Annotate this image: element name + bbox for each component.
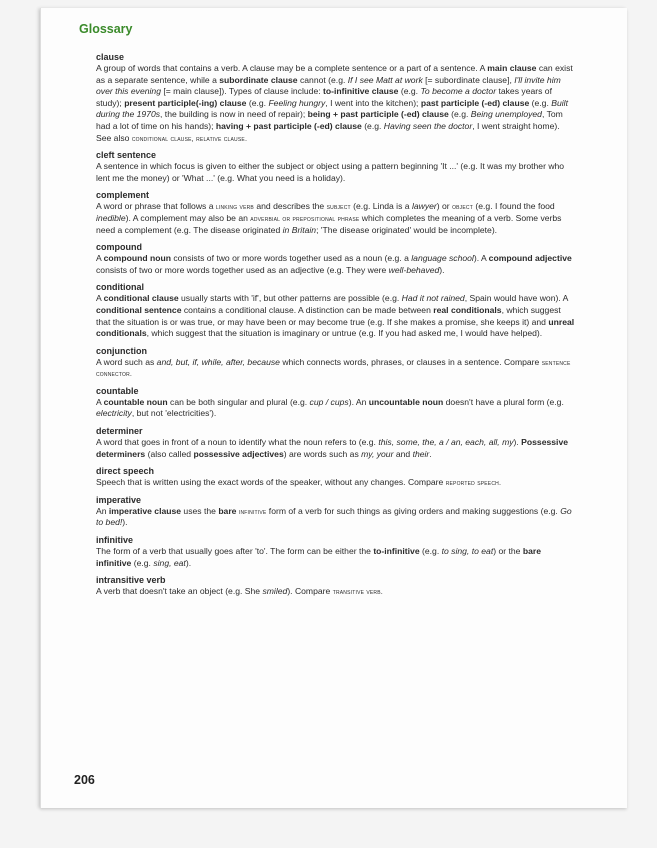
definition-segment: ). A complement may also be an xyxy=(125,212,251,223)
glossary-term: cleft sentence xyxy=(96,150,157,161)
page-number: 206 xyxy=(74,773,95,787)
definition-segment: ). xyxy=(122,517,128,528)
glossary-definition xyxy=(96,357,576,380)
glossary-entry xyxy=(96,346,576,380)
glossary-term: imperative xyxy=(96,494,142,505)
definition-segment: well-behaved xyxy=(388,264,440,275)
definition-segment: ) or xyxy=(436,201,453,212)
glossary-term: complement xyxy=(96,190,150,201)
definition-segment: reported speech. xyxy=(445,478,502,488)
definition-segment: subject xyxy=(326,202,351,212)
definition-segment: to-infinitive xyxy=(373,546,420,557)
definition-segment: (e.g. xyxy=(529,97,552,108)
definition-segment: (e.g. I found the food xyxy=(473,201,555,212)
definition-segment: Had it not rained xyxy=(401,293,465,304)
definition-segment: compound adjective xyxy=(488,253,572,264)
definition-segment: ). A xyxy=(473,253,489,264)
glossary-entry xyxy=(96,535,576,569)
definition-segment: and describes the xyxy=(253,201,327,212)
definition-segment: their xyxy=(412,448,430,459)
page-title: Glossary xyxy=(79,22,133,36)
glossary-definition xyxy=(96,437,576,460)
definition-segment: Having seen the doctor xyxy=(383,120,473,131)
definition-segment: Built during the 1970s xyxy=(96,97,568,120)
definition-segment: [= subordinate clause], xyxy=(422,74,515,85)
glossary-term: intransitive verb xyxy=(96,575,166,586)
definition-segment: Go to bed! xyxy=(96,505,572,528)
glossary-entry xyxy=(96,495,576,529)
definition-segment: my, your xyxy=(361,448,394,459)
definition-segment: can exist as a separate sentence, while a xyxy=(96,63,573,85)
glossary-term: determiner xyxy=(96,426,143,437)
glossary-entry xyxy=(96,282,576,339)
definition-segment: (e.g. xyxy=(448,109,471,120)
definition-segment: sentence connector. xyxy=(96,357,571,379)
definition-segment: present participle(-ing) clause xyxy=(124,97,247,108)
glossary-entry xyxy=(96,466,576,489)
glossary-definition xyxy=(96,63,576,144)
glossary-list xyxy=(96,52,576,604)
definition-segment: uses the xyxy=(181,505,219,516)
definition-segment: subordinate clause xyxy=(219,74,298,85)
definition-segment: (e.g. xyxy=(419,546,442,557)
glossary-definition xyxy=(96,201,576,236)
glossary-definition xyxy=(96,546,576,569)
definition-segment: lawyer xyxy=(411,201,437,212)
definition-segment: and, but, if, while, after, because xyxy=(156,356,280,367)
definition-segment: A word that goes in front of a noun to identify what the noun refers to (e.g. xyxy=(96,437,379,448)
definition-segment: contains a conditional clause. A distinction can be made between xyxy=(181,304,434,315)
book-page xyxy=(40,8,627,808)
glossary-entry xyxy=(96,150,576,184)
definition-segment: A word such as xyxy=(96,356,157,367)
definition-segment: ). xyxy=(513,437,522,448)
definition-segment: this, some, the, a / an, each, all, my xyxy=(378,437,514,448)
definition-segment: language school xyxy=(411,253,474,264)
definition-segment: (e.g. Linda is a xyxy=(350,201,412,212)
glossary-term: conjunction xyxy=(96,345,147,356)
definition-segment: sing, eat xyxy=(153,557,186,568)
definition-segment: (e.g. xyxy=(398,86,421,97)
definition-segment: and xyxy=(393,448,413,459)
definition-segment: [= main clause]). Types of clause include: xyxy=(160,86,323,97)
definition-segment: To become a doctor xyxy=(420,86,497,97)
definition-segment: If I see Matt at work xyxy=(347,74,423,85)
glossary-term: conditional xyxy=(96,282,144,293)
definition-segment: Being unemployed xyxy=(470,109,542,120)
glossary-term: countable xyxy=(96,385,139,396)
definition-segment: A xyxy=(96,253,104,264)
glossary-term: compound xyxy=(96,242,142,253)
definition-segment: A sentence in which focus is given to either the subject or object using a pattern beginning 'It ...' (e.g. It was my brother who lent me the money) or 'What ...' (e.g. What you need is a holiday). xyxy=(96,161,565,183)
definition-segment: Possessive determiners xyxy=(96,437,568,459)
definition-segment: , the building is now in need of repair); xyxy=(160,109,308,120)
glossary-term: direct speech xyxy=(96,466,155,477)
definition-segment: in Britain xyxy=(282,224,317,235)
definition-segment: doesn't have a plural form (e.g. xyxy=(443,396,564,407)
definition-segment: which connects words, phrases, or clauses in a sentence. Compare xyxy=(279,356,542,367)
definition-segment: , I went into the kitchen); xyxy=(325,97,421,108)
definition-segment: compound noun xyxy=(103,253,171,264)
definition-segment: can be both singular and plural (e.g. xyxy=(167,396,310,407)
glossary-entry xyxy=(96,426,576,460)
definition-segment: . xyxy=(429,448,432,459)
definition-segment: electricity xyxy=(96,408,132,419)
glossary-definition xyxy=(96,506,576,529)
glossary-definition xyxy=(96,477,576,489)
definition-segment: unreal conditionals xyxy=(96,316,575,339)
definition-segment: countable noun xyxy=(103,396,168,407)
definition-segment: A xyxy=(96,293,104,304)
glossary-definition xyxy=(96,253,576,276)
definition-segment: An xyxy=(96,505,109,516)
definition-segment: A verb that doesn't take an object (e.g. She xyxy=(96,586,263,597)
definition-segment: consists of two or more words together used as a noun (e.g. a xyxy=(170,253,412,264)
definition-segment: form of a verb for such things as giving orders and making suggestions (e.g. xyxy=(266,505,561,516)
definition-segment: being + past participle (-ed) clause xyxy=(307,109,449,120)
definition-segment: cup / cups xyxy=(309,396,349,407)
definition-segment: takes years of study); xyxy=(96,86,552,108)
definition-segment: I'll invite him over this evening xyxy=(96,74,561,97)
definition-segment: to-infinitive clause xyxy=(323,86,399,97)
glossary-definition xyxy=(96,397,576,420)
definition-segment: conditional clause, relative clause. xyxy=(131,133,248,143)
definition-segment: to sing, to eat xyxy=(441,546,494,557)
definition-segment: , which suggest that the situation is imaginary or untrue (e.g. If you had asked me, I would have helped). xyxy=(146,328,543,339)
definition-segment: , I went straight home). See also xyxy=(96,120,560,143)
definition-segment: Speech that is written using the exact words of the speaker, without any changes. Compare xyxy=(96,477,446,488)
glossary-definition xyxy=(96,586,576,598)
definition-segment: imperative clause xyxy=(108,505,182,516)
glossary-entry xyxy=(96,52,576,144)
definition-segment: having + past participle (-ed) clause xyxy=(215,120,362,131)
definition-segment: A word or phrase that follows a xyxy=(96,201,216,212)
definition-segment: conditional sentence xyxy=(96,304,182,315)
glossary-entry xyxy=(96,575,576,598)
definition-segment: ). xyxy=(439,264,445,275)
glossary-entry xyxy=(96,386,576,420)
definition-segment: consists of two or more words together used as an adjective (e.g. They were xyxy=(96,264,389,275)
glossary-entry xyxy=(96,190,576,236)
definition-segment: infinitive xyxy=(238,506,267,516)
definition-segment: (e.g. xyxy=(131,557,154,568)
definition-segment: linking verb xyxy=(215,202,254,212)
definition-segment: bare infinitive xyxy=(96,546,541,568)
definition-segment: The form of a verb that usually goes after 'to'. The form can be either the xyxy=(96,546,374,557)
definition-segment: transitive verb. xyxy=(332,587,384,597)
definition-segment: ). An xyxy=(348,396,369,407)
definition-segment: adverbial or prepositional phrase xyxy=(250,213,360,223)
definition-segment: Feeling hungry xyxy=(268,97,326,108)
glossary-term: infinitive xyxy=(96,535,134,546)
glossary-definition xyxy=(96,161,576,184)
definition-segment: bare xyxy=(218,505,237,516)
definition-segment: uncountable noun xyxy=(368,396,444,407)
definition-segment: A group of words that contains a verb. A clause may be a complete sentence or a part of a sentence. A xyxy=(96,63,488,73)
definition-segment: conditional clause xyxy=(103,293,179,304)
glossary-term: clause xyxy=(96,52,125,62)
definition-segment: possessive adjectives xyxy=(193,448,284,459)
definition-segment: which completes the meaning of a verb. Some verbs need a complement (e.g. The disease originated xyxy=(96,212,562,235)
glossary-definition xyxy=(96,293,576,339)
definition-segment: ) or the xyxy=(493,546,523,557)
definition-segment: ) are words such as xyxy=(283,448,362,459)
definition-segment: (e.g. xyxy=(246,97,269,108)
definition-segment: ; 'The disease originated' would be incomplete). xyxy=(316,224,498,235)
definition-segment: main clause xyxy=(487,63,537,73)
definition-segment: , Tom had a lot of time on his hands); xyxy=(96,109,563,131)
definition-segment: object xyxy=(452,202,473,212)
definition-segment: , but not 'electricities'). xyxy=(131,408,217,419)
definition-segment: ). Compare xyxy=(287,586,333,597)
definition-segment: (e.g. xyxy=(361,120,384,131)
definition-segment: inedible xyxy=(96,212,126,223)
definition-segment: past participle (-ed) clause xyxy=(420,97,530,108)
definition-segment: cannot (e.g. xyxy=(297,74,348,85)
definition-segment: , which suggest that the situation is or was true, or may have been or may become true (e.g. If she makes a promise, she keeps it) and xyxy=(96,304,561,327)
definition-segment: (also called xyxy=(145,448,194,459)
definition-segment: real conditionals xyxy=(433,304,502,315)
definition-segment: , Spain would have won). A xyxy=(464,293,568,304)
glossary-entry xyxy=(96,242,576,276)
definition-segment: smiled xyxy=(262,586,288,597)
definition-segment: A xyxy=(96,396,104,407)
definition-segment: usually starts with 'if', but other patterns are possible (e.g. xyxy=(178,293,402,304)
definition-segment: ). xyxy=(185,557,192,568)
